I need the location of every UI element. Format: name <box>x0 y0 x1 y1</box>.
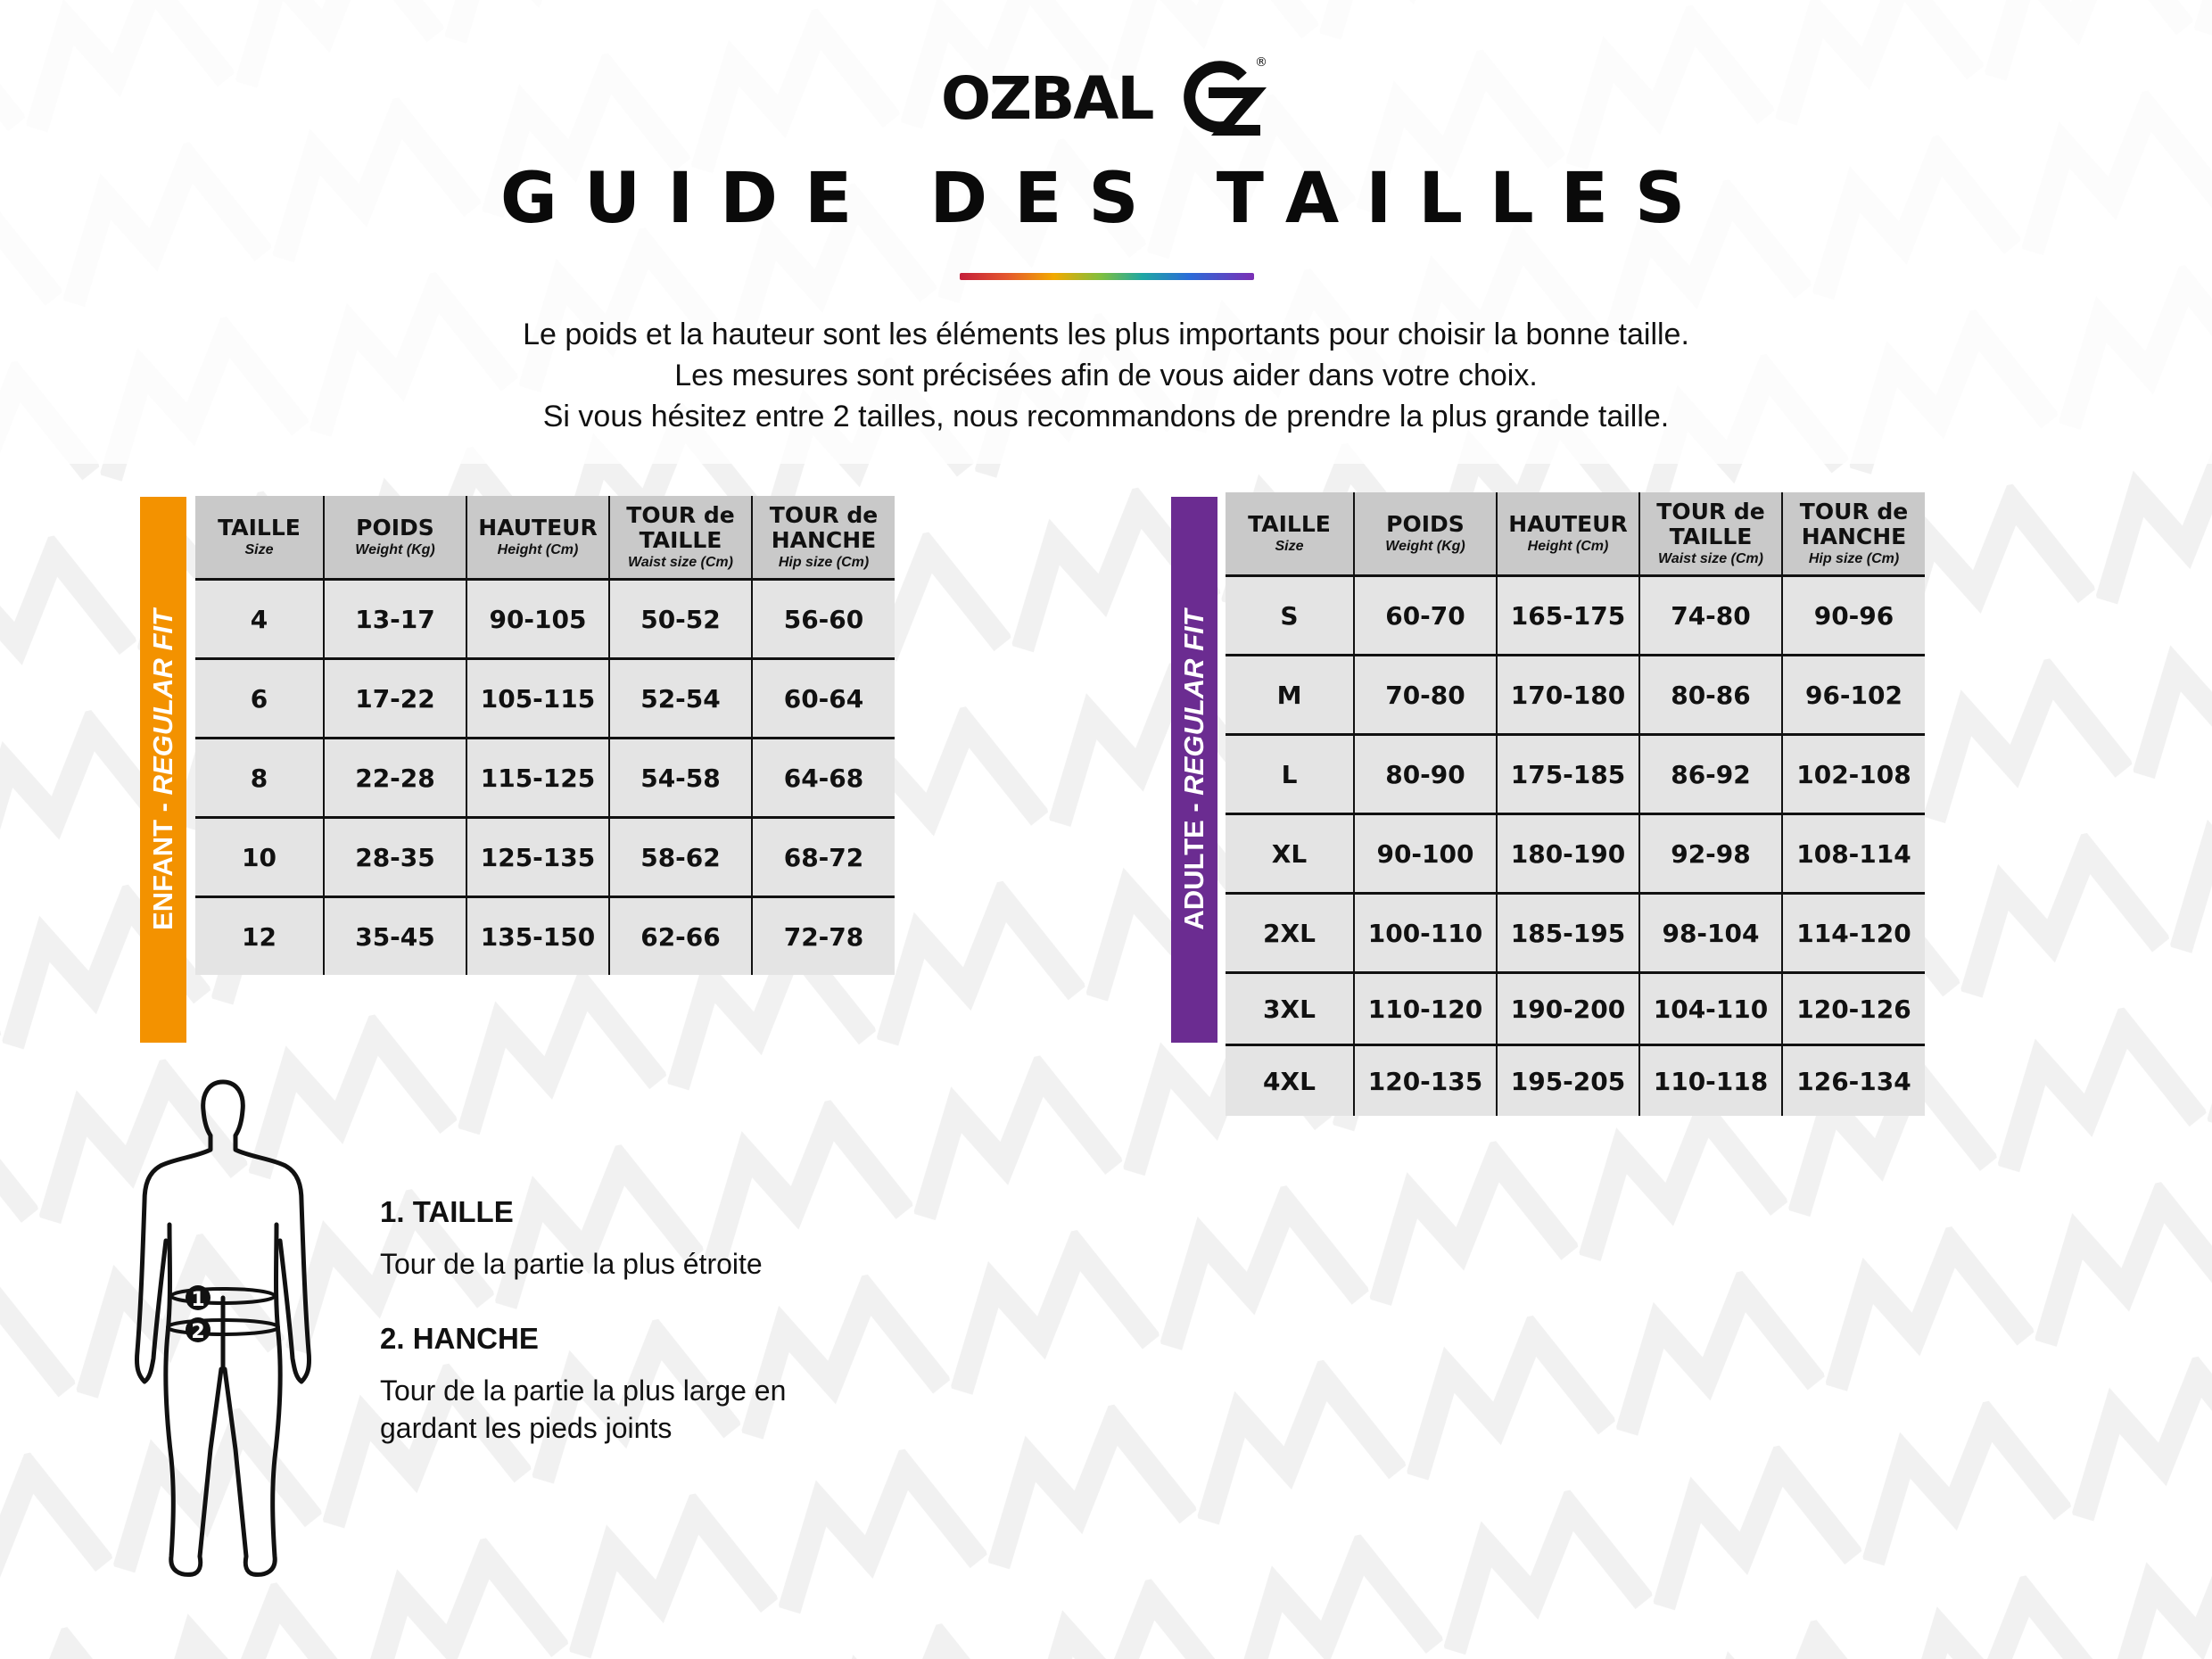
cell-weight: 120-135 <box>1354 1045 1497 1117</box>
cell-height: 165-175 <box>1497 576 1639 656</box>
cell-waist: 110-118 <box>1639 1045 1782 1117</box>
cell-size: 12 <box>195 897 324 976</box>
cell-size: 4XL <box>1226 1045 1354 1117</box>
header-waist: TOUR de TAILLE Waist size (Cm) <box>609 496 752 580</box>
cell-weight: 70-80 <box>1354 656 1497 735</box>
legend-waist-heading: 1. TAILLE <box>380 1195 514 1228</box>
intro-line: Le poids et la hauteur sont les éléments les plus importants pour choisir la bonne taille. <box>523 318 1689 351</box>
cell-waist: 58-62 <box>609 818 752 897</box>
table-row <box>1226 894 1925 973</box>
child-band-label: ENFANT - REGULAR FIT <box>147 609 178 930</box>
cell-waist: 62-66 <box>609 897 752 976</box>
adult-band <box>1171 497 1217 1043</box>
cell-size: 2XL <box>1226 894 1354 973</box>
child-band <box>140 497 186 1043</box>
cell-size: XL <box>1226 814 1354 894</box>
cell-hip: 120-126 <box>1782 973 1925 1045</box>
cell-hip: 64-68 <box>752 739 895 818</box>
cell-size: 10 <box>195 818 324 897</box>
cell-hip: 68-72 <box>752 818 895 897</box>
cell-height: 185-195 <box>1497 894 1639 973</box>
cell-size: 3XL <box>1226 973 1354 1045</box>
cell-hip: 56-60 <box>752 580 895 659</box>
cell-waist: 50-52 <box>609 580 752 659</box>
table-row <box>195 580 895 659</box>
cell-height: 170-180 <box>1497 656 1639 735</box>
header-hip: TOUR de HANCHE Hip size (Cm) <box>752 496 895 580</box>
header-hip: TOUR de HANCHE Hip size (Cm) <box>1782 492 1925 576</box>
intro-line: Les mesures sont précisées afin de vous aider dans votre choix. <box>674 359 1538 392</box>
cell-size: M <box>1226 656 1354 735</box>
table-row <box>1226 814 1925 894</box>
cell-size: S <box>1226 576 1354 656</box>
table-row <box>195 897 895 976</box>
cell-height: 105-115 <box>466 659 609 739</box>
brand-logo <box>941 52 1271 141</box>
cell-waist: 104-110 <box>1639 973 1782 1045</box>
table-row <box>195 659 895 739</box>
cell-hip: 96-102 <box>1782 656 1925 735</box>
table-header-row <box>195 496 895 580</box>
marker-2: 2 <box>191 1321 205 1343</box>
cell-hip: 114-120 <box>1782 894 1925 973</box>
header-height: HAUTEUR Height (Cm) <box>1497 492 1639 576</box>
table-row <box>1226 656 1925 735</box>
legend-waist-text: Tour de la partie la plus étroite <box>380 1248 763 1280</box>
table-row <box>1226 1045 1925 1117</box>
table-row <box>1226 576 1925 656</box>
registered-mark: ® <box>1255 55 1267 70</box>
cell-height: 115-125 <box>466 739 609 818</box>
cell-weight: 22-28 <box>324 739 466 818</box>
cell-waist: 54-58 <box>609 739 752 818</box>
cell-weight: 60-70 <box>1354 576 1497 656</box>
child-size-table <box>195 496 895 975</box>
brand-name: OZBAL <box>941 64 1153 133</box>
header-height: HAUTEUR Height (Cm) <box>466 496 609 580</box>
cell-height: 90-105 <box>466 580 609 659</box>
table-row <box>195 818 895 897</box>
cell-weight: 90-100 <box>1354 814 1497 894</box>
cell-waist: 92-98 <box>1639 814 1782 894</box>
body-figure-icon <box>134 1075 312 1583</box>
cell-hip: 90-96 <box>1782 576 1925 656</box>
table-header-row <box>1226 492 1925 576</box>
measurement-legend <box>380 1195 933 1486</box>
cell-hip: 72-78 <box>752 897 895 976</box>
cell-waist: 86-92 <box>1639 735 1782 814</box>
cell-waist: 74-80 <box>1639 576 1782 656</box>
cell-weight: 13-17 <box>324 580 466 659</box>
adult-band-label: ADULTE - REGULAR FIT <box>1178 609 1209 930</box>
cell-hip: 108-114 <box>1782 814 1925 894</box>
intro-line: Si vous hésitez entre 2 tailles, nous recommandons de prendre la plus grande taille. <box>542 400 1670 433</box>
cell-height: 135-150 <box>466 897 609 976</box>
cell-height: 195-205 <box>1497 1045 1639 1117</box>
cell-waist: 52-54 <box>609 659 752 739</box>
cell-weight: 100-110 <box>1354 894 1497 973</box>
cell-hip: 60-64 <box>752 659 895 739</box>
cell-waist: 98-104 <box>1639 894 1782 973</box>
cell-size: L <box>1226 735 1354 814</box>
header-size: TAILLE Size <box>1226 492 1354 576</box>
table-row <box>1226 735 1925 814</box>
intro-text <box>0 314 2212 437</box>
cell-hip: 126-134 <box>1782 1045 1925 1117</box>
header-weight: POIDS Weight (Kg) <box>324 496 466 580</box>
header-size: TAILLE Size <box>195 496 324 580</box>
page-title: GUIDE DES TAILLES <box>499 159 1713 239</box>
cell-size: 6 <box>195 659 324 739</box>
legend-hip-text: Tour de la partie la plus large en gardant les pieds joints <box>380 1374 787 1444</box>
adult-size-table <box>1226 492 1925 1116</box>
cell-weight: 35-45 <box>324 897 466 976</box>
rainbow-divider <box>960 273 1254 280</box>
cell-height: 180-190 <box>1497 814 1639 894</box>
cell-height: 190-200 <box>1497 973 1639 1045</box>
cell-size: 8 <box>195 739 324 818</box>
cell-weight: 17-22 <box>324 659 466 739</box>
table-row <box>195 739 895 818</box>
cell-hip: 102-108 <box>1782 735 1925 814</box>
legend-hip-heading: 2. HANCHE <box>380 1322 539 1355</box>
header-waist: TOUR de TAILLE Waist size (Cm) <box>1639 492 1782 576</box>
cell-height: 125-135 <box>466 818 609 897</box>
cell-weight: 110-120 <box>1354 973 1497 1045</box>
cell-weight: 80-90 <box>1354 735 1497 814</box>
cell-waist: 80-86 <box>1639 656 1782 735</box>
marker-1: 1 <box>191 1289 205 1311</box>
cell-height: 175-185 <box>1497 735 1639 814</box>
cell-weight: 28-35 <box>324 818 466 897</box>
ozbal-oz-icon <box>1173 54 1271 139</box>
cell-size: 4 <box>195 580 324 659</box>
header-weight: POIDS Weight (Kg) <box>1354 492 1497 576</box>
table-row <box>1226 973 1925 1045</box>
